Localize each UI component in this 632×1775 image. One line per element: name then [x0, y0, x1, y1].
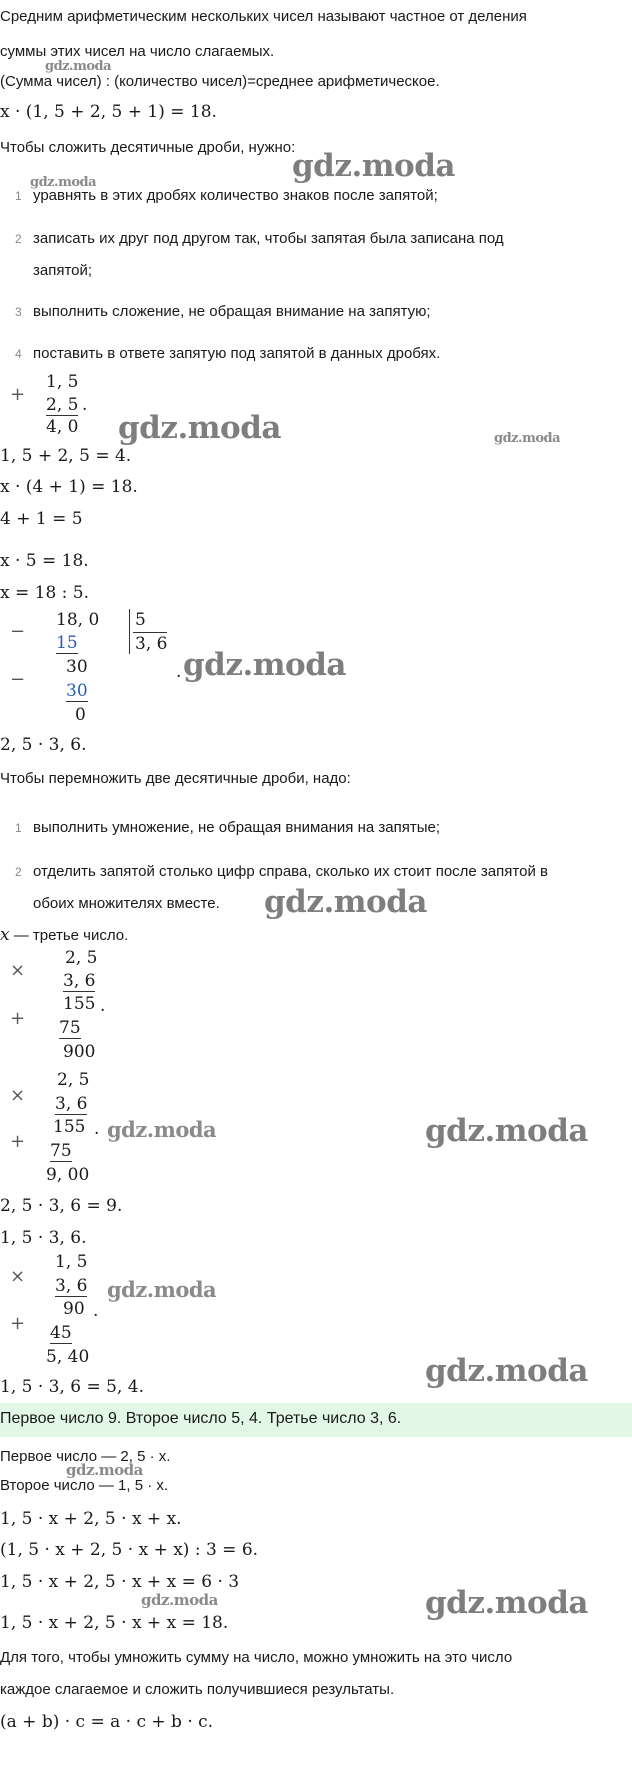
minus-sign: − — [10, 669, 26, 690]
dot: . — [93, 1301, 99, 1321]
partial-product: 75 — [59, 1018, 81, 1038]
remainder: 0 — [75, 705, 86, 725]
dot: . — [176, 662, 182, 682]
addend: 1, 5 — [46, 372, 79, 392]
factor: 2, 5 — [57, 1070, 90, 1090]
factor: 3, 6 — [55, 1276, 88, 1296]
quotient: 3, 6 — [135, 634, 168, 654]
equation: 2, 5 · 3, 6 = 9. — [0, 1196, 123, 1216]
factor: 2, 5 — [65, 948, 98, 968]
times-sign: × — [10, 960, 26, 981]
list-item: отделить запятой столько цифр справа, сколько их стоит после запятой в — [33, 863, 548, 880]
watermark: gdz.moda — [264, 884, 427, 920]
first-number: Первое число — 2, 5 · x. — [0, 1448, 171, 1465]
equation: x = 18 : 5. — [0, 583, 90, 603]
watermark: gdz.moda — [66, 1461, 143, 1479]
remainder: 30 — [66, 657, 88, 677]
answer-box — [0, 1403, 632, 1437]
distributive-formula: (a + b) · c = a · c + b · c. — [0, 1712, 214, 1732]
watermark: gdz.moda — [183, 647, 346, 683]
mean-rule: (Сумма чисел) : (количество чисел)=среднее арифметическое. — [0, 73, 440, 90]
sum: 4, 0 — [46, 417, 79, 437]
equation: 1, 5 · x + 2, 5 · x + x = 18. — [0, 1613, 229, 1633]
intro-line-1: Средним арифметическим нескольких чисел называют частное от деления — [0, 8, 527, 25]
list-item: поставить в ответе запятую под запятой в данных дробях. — [33, 345, 441, 362]
list-item: выполнить сложение, не обращая внимание на запятую; — [33, 303, 431, 320]
equation: x · 5 = 18. — [0, 551, 89, 571]
dot: . — [100, 996, 106, 1016]
watermark: gdz.moda — [107, 1277, 217, 1302]
times-sign: × — [10, 1266, 26, 1287]
dividend: 18, 0 — [56, 610, 100, 630]
list-item: выполнить умножение, не обращая внимания на запятые; — [33, 819, 441, 836]
equation: 4 + 1 = 5 — [0, 509, 83, 529]
plus-sign: + — [10, 1313, 26, 1334]
equation: 1, 5 · x + 2, 5 · x + x. — [0, 1509, 182, 1529]
watermark: gdz.moda — [425, 1585, 588, 1621]
addend: 2, 5 — [46, 395, 79, 415]
list-number: 3 — [15, 305, 22, 319]
partial-product: 90 — [63, 1299, 85, 1319]
third-number-label: x — третье число. — [0, 925, 129, 945]
dot: . — [94, 1119, 100, 1139]
list-item-continued: обоих множителях вместе. — [33, 895, 220, 912]
watermark: gdz.moda — [141, 1591, 218, 1609]
equation: 1, 5 · 3, 6 = 5, 4. — [0, 1377, 144, 1397]
second-number: Второе число — 1, 5 · x. — [0, 1477, 169, 1494]
watermark: gdz.moda — [292, 148, 455, 184]
partial-product: 45 — [50, 1323, 72, 1343]
division-bar — [129, 609, 130, 654]
list-item-continued: запятой; — [33, 262, 93, 279]
add-rule-title: Чтобы сложить десятичные дроби, нужно: — [0, 139, 296, 156]
list-number: 1 — [15, 821, 22, 835]
partial-product: 155 — [53, 1117, 86, 1137]
product: 5, 40 — [46, 1347, 90, 1367]
equation: 1, 5 + 2, 5 = 4. — [0, 446, 132, 466]
dot: . — [82, 395, 88, 415]
plus-sign: + — [10, 1008, 26, 1029]
watermark: gdz.moda — [107, 1117, 217, 1142]
factor: 3, 6 — [55, 1094, 88, 1114]
list-number: 1 — [15, 189, 22, 203]
distributive-rule-2: каждое слагаемое и сложить получившиеся результаты. — [0, 1681, 395, 1698]
subtrahend: 15 — [56, 633, 78, 653]
product: 900 — [63, 1042, 96, 1062]
watermark: gdz.moda — [30, 175, 97, 190]
plus-sign: + — [10, 1131, 26, 1152]
equation: x · (1, 5 + 2, 5 + 1) = 18. — [0, 102, 217, 122]
equation: (1, 5 · x + 2, 5 · x + x) : 3 = 6. — [0, 1540, 259, 1560]
product: 9, 00 — [46, 1165, 90, 1185]
equation: 1, 5 · 3, 6. — [0, 1228, 87, 1248]
distributive-rule-1: Для того, чтобы умножить сумму на число, можно умножить на это число — [0, 1649, 513, 1666]
answer-text: Первое число 9. Второе число 5, 4. Третье число 3, 6. — [0, 1410, 402, 1427]
watermark: gdz.moda — [425, 1353, 588, 1389]
list-number: 4 — [15, 347, 22, 361]
list-number: 2 — [15, 865, 22, 879]
equation: 2, 5 · 3, 6. — [0, 735, 87, 755]
partial-product: 155 — [63, 994, 96, 1014]
list-item: уравнять в этих дробях количество знаков после запятой; — [33, 187, 438, 204]
partial-product: 75 — [50, 1141, 72, 1161]
subtrahend: 30 — [66, 681, 88, 701]
list-item: записать их друг под другом так, чтобы запятая была записана под — [33, 230, 504, 247]
divisor: 5 — [135, 610, 146, 630]
mult-rule-title: Чтобы перемножить две десятичные дроби, надо: — [0, 770, 351, 787]
watermark: gdz.moda — [118, 410, 281, 446]
watermark: gdz.moda — [425, 1113, 588, 1149]
factor: 1, 5 — [55, 1252, 88, 1272]
list-number: 2 — [15, 232, 22, 246]
plus-sign: + — [10, 384, 26, 405]
intro-line-2: суммы этих чисел на число слагаемых. — [0, 43, 275, 60]
watermark: gdz.moda — [45, 59, 112, 74]
equation: 1, 5 · x + 2, 5 · x + x = 6 · 3 — [0, 1572, 240, 1592]
equation: x · (4 + 1) = 18. — [0, 477, 138, 497]
minus-sign: − — [10, 621, 26, 642]
times-sign: × — [10, 1085, 26, 1106]
watermark: gdz.moda — [494, 431, 561, 446]
factor: 3, 6 — [63, 971, 96, 991]
